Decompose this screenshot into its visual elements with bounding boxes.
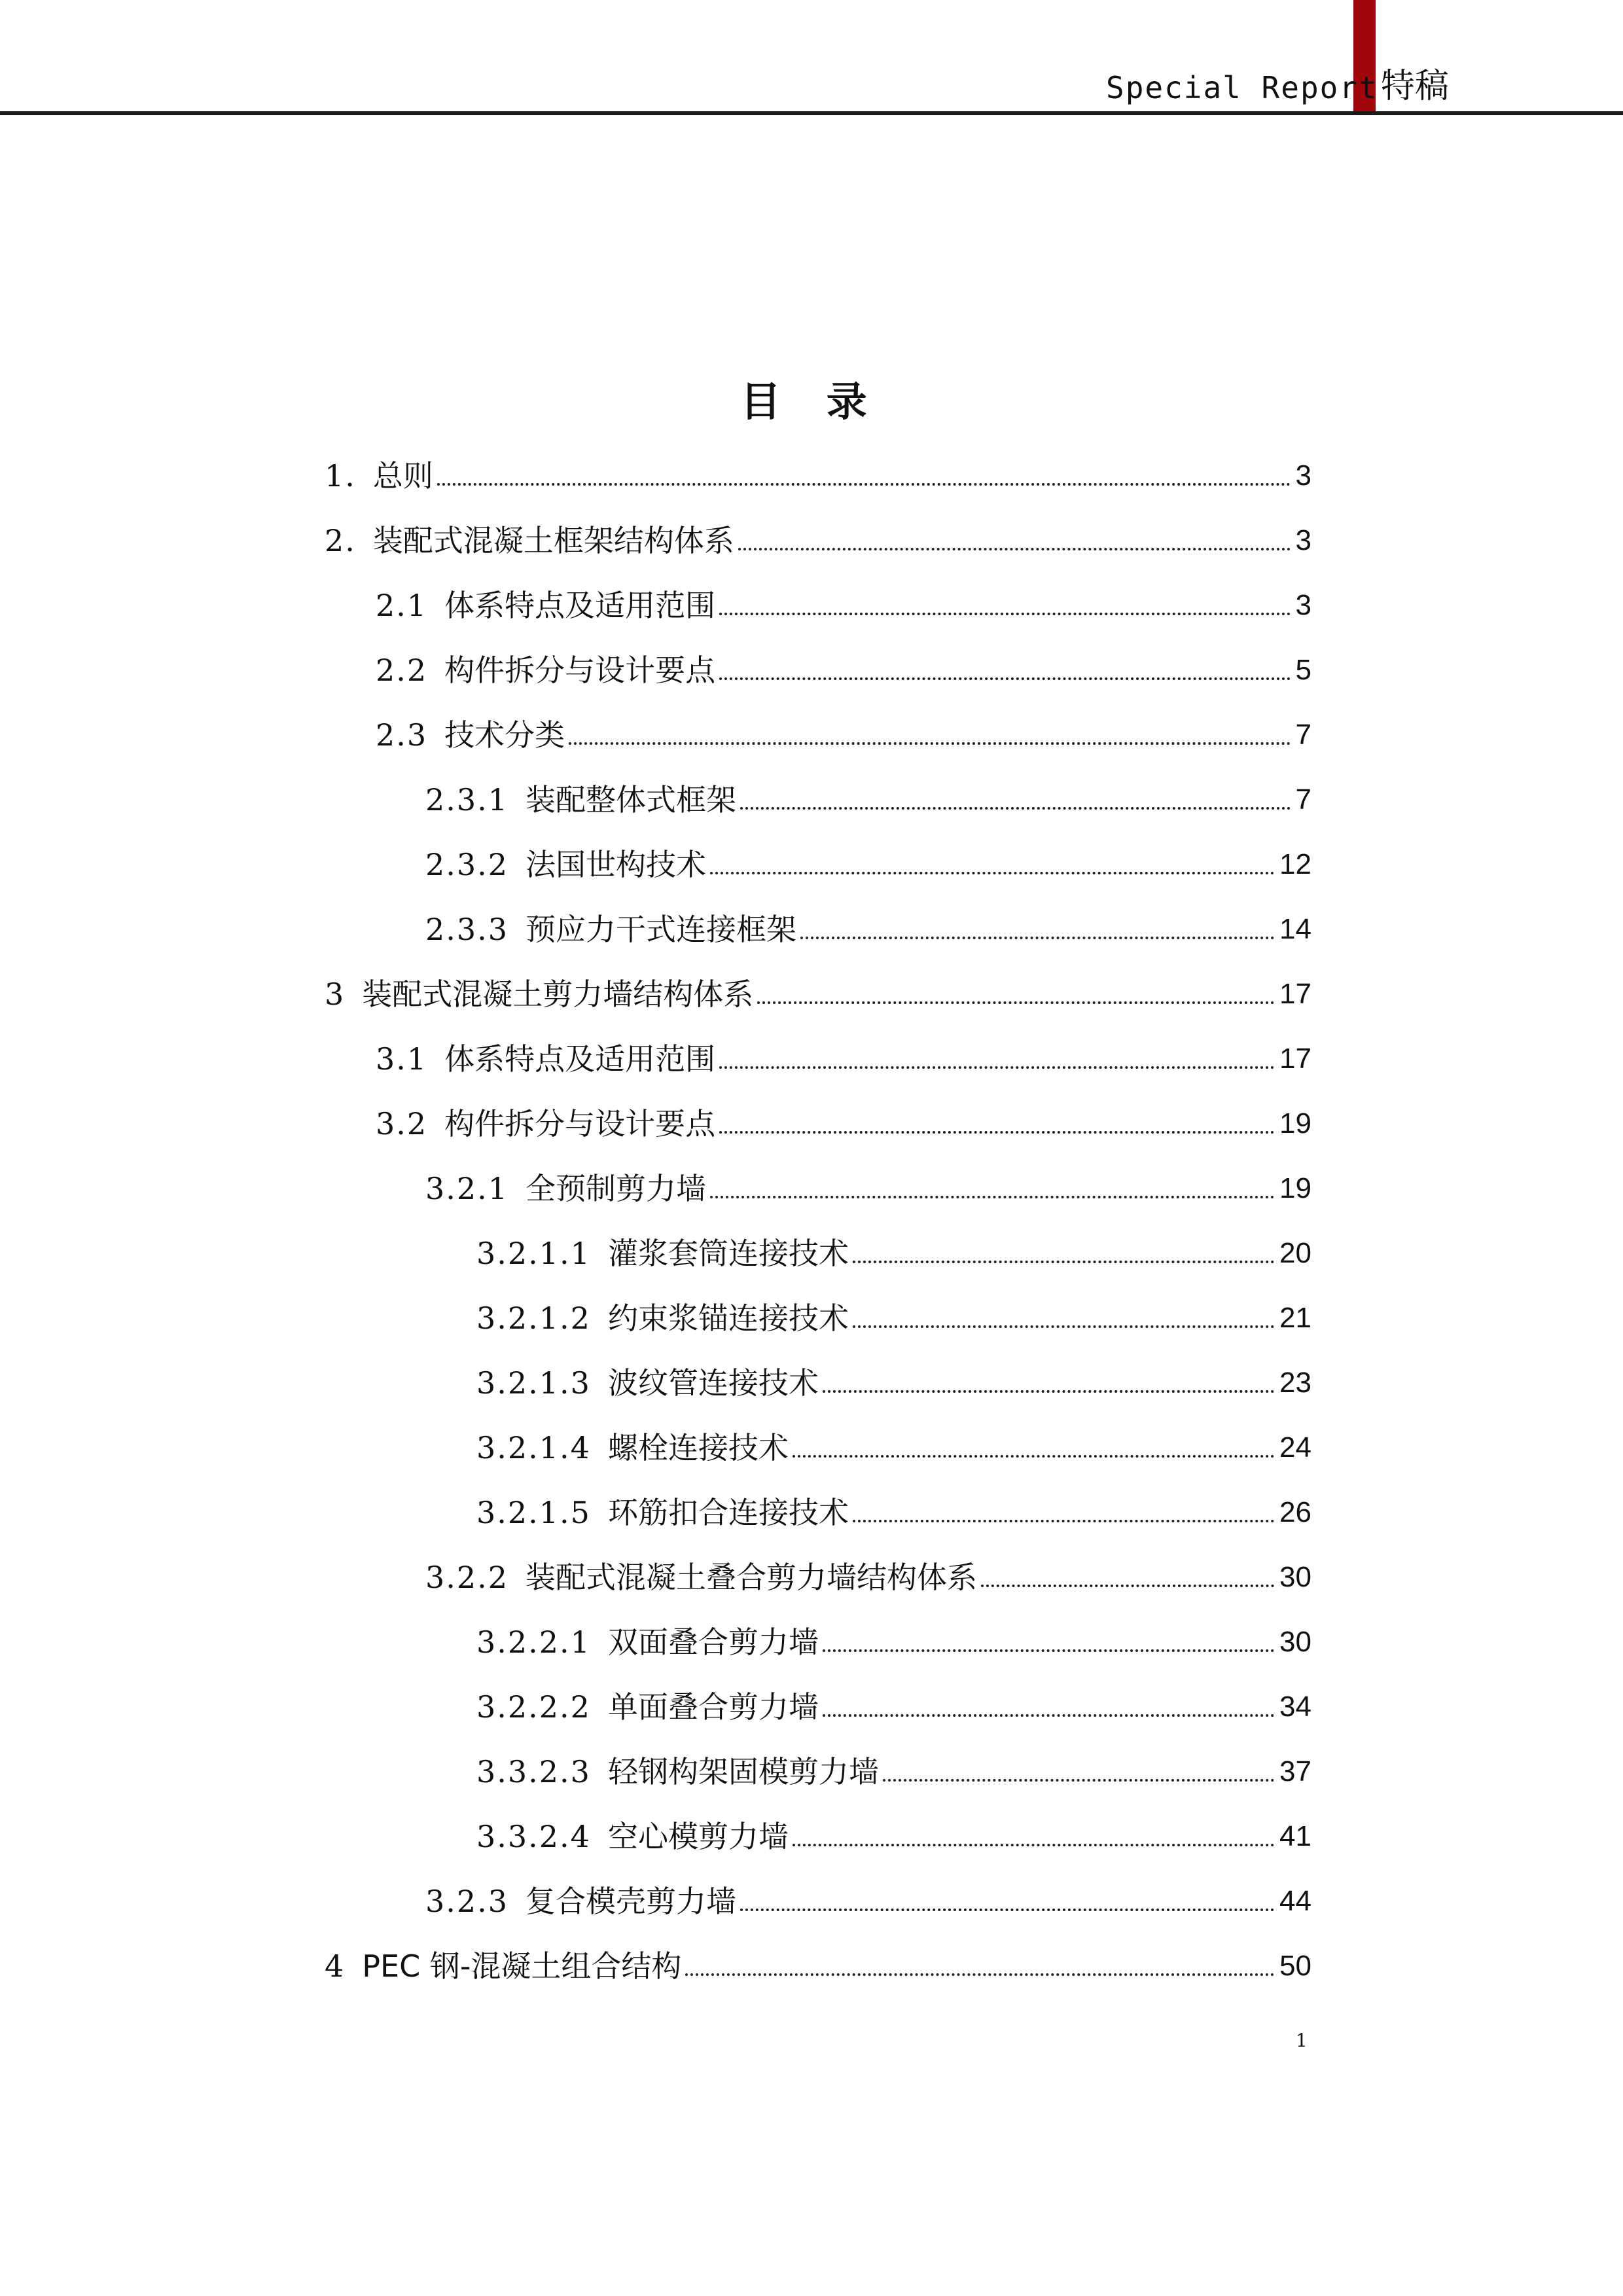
toc-entry-page: 34 <box>1279 1691 1311 1723</box>
toc-leader-dots <box>981 1585 1274 1587</box>
toc-entry[interactable] <box>325 1943 1311 1989</box>
toc-entry-page: 30 <box>1279 1626 1311 1658</box>
toc-entry-title: 轻钢构架固模剪力墙 <box>607 1754 879 1789</box>
toc-entry-title: 总则 <box>372 458 433 493</box>
toc-leader-dots <box>710 872 1274 874</box>
toc-entry-number: 2. <box>325 523 356 558</box>
toc-entry-title: 法国世构技术 <box>526 847 707 882</box>
page-number: 1 <box>1296 2030 1308 2051</box>
toc-entry-title: 双面叠合剪力墙 <box>607 1624 819 1660</box>
toc-leader-dots <box>883 1779 1274 1782</box>
toc-leader-dots <box>437 483 1291 486</box>
toc-entry-title: 环筋扣合连接技术 <box>607 1495 849 1530</box>
toc-entry-page: 3 <box>1295 459 1311 492</box>
toc-entry[interactable] <box>425 906 1311 952</box>
toc-leader-dots <box>823 1714 1274 1717</box>
toc-leader-dots <box>853 1261 1274 1263</box>
toc-entry-title: 单面叠合剪力墙 <box>607 1689 819 1725</box>
toc-entry[interactable] <box>376 647 1311 693</box>
toc-entry-number: 3.1 <box>376 1041 428 1077</box>
toc-entry-page: 50 <box>1279 1950 1311 1982</box>
toc-entry-page: 21 <box>1279 1302 1311 1334</box>
toc-entry-number: 3.2.1.4 <box>476 1430 591 1465</box>
toc-entry[interactable] <box>476 1684 1311 1730</box>
toc-entry-page: 19 <box>1279 1172 1311 1204</box>
toc-entry-page: 7 <box>1295 719 1311 751</box>
toc-entry-page: 20 <box>1279 1237 1311 1269</box>
toc-entry[interactable] <box>476 1619 1311 1665</box>
toc-leader-dots <box>853 1520 1274 1522</box>
toc-entry-title: 全预制剪力墙 <box>526 1171 707 1206</box>
toc-entry-number: 3.2.2.1 <box>476 1624 591 1660</box>
toc-entry-number: 3.3.2.4 <box>476 1819 591 1854</box>
toc-entry[interactable] <box>476 1360 1311 1406</box>
toc-entry-number: 3.2.2.2 <box>476 1689 591 1725</box>
toc-entry-number: 3.2.1.5 <box>476 1495 591 1530</box>
toc-entry[interactable] <box>325 971 1311 1017</box>
toc-entry-number: 3.2.1.2 <box>476 1300 591 1336</box>
toc-leader-dots <box>738 548 1291 550</box>
toc-entry-title: 灌浆套筒连接技术 <box>607 1236 849 1271</box>
toc-entry[interactable] <box>476 1814 1311 1859</box>
toc-entry-page: 14 <box>1279 913 1311 945</box>
toc-entry-title: 装配整体式框架 <box>526 782 737 817</box>
toc-leader-dots <box>685 1973 1274 1976</box>
toc-leader-dots <box>823 1390 1274 1393</box>
toc-entry-page: 19 <box>1279 1107 1311 1139</box>
toc-entry-title: 体系特点及适用范围 <box>444 1041 716 1077</box>
toc-entry[interactable] <box>425 777 1311 823</box>
header-english-label: Special Report <box>1106 70 1378 105</box>
toc-entry-title: 波纹管连接技术 <box>607 1365 819 1401</box>
toc-entry-page: 30 <box>1279 1561 1311 1593</box>
toc-entry-number: 2.3 <box>376 717 428 753</box>
toc-leader-dots <box>710 1196 1274 1198</box>
toc-entry-title: 技术分类 <box>444 717 565 753</box>
toc-entry-page: 24 <box>1279 1431 1311 1463</box>
toc-entry-page: 3 <box>1295 589 1311 621</box>
toc-entry-page: 17 <box>1279 978 1311 1010</box>
toc-entry[interactable] <box>376 1101 1311 1147</box>
toc-entry-number: 3.3.2.3 <box>476 1754 591 1789</box>
toc-entry[interactable] <box>376 1036 1311 1082</box>
toc-entry[interactable] <box>425 1554 1311 1600</box>
toc-entry-number: 3 <box>325 977 346 1012</box>
toc-leader-dots <box>740 807 1290 810</box>
toc-entry-number: 3.2 <box>376 1106 428 1141</box>
header-chinese-label: 特稿 <box>1381 67 1450 106</box>
toc-leader-dots <box>740 1909 1274 1911</box>
toc-entry-number: 2.3.3 <box>425 912 509 947</box>
toc-entry-number: 3.2.1.1 <box>476 1236 591 1271</box>
toc-leader-dots <box>853 1325 1274 1328</box>
toc-entry-title: 预应力干式连接框架 <box>526 912 797 947</box>
toc-entry-number: 3.2.3 <box>425 1884 509 1919</box>
toc-entry[interactable] <box>476 1295 1311 1341</box>
toc-leader-dots <box>719 1131 1274 1134</box>
toc-entry-title: 构件拆分与设计要点 <box>444 1106 716 1141</box>
toc-entry-title: 构件拆分与设计要点 <box>444 653 716 688</box>
toc-entry-title: PEC 钢-混凝土组合结构 <box>362 1948 682 1984</box>
toc-entry[interactable] <box>425 1166 1311 1211</box>
toc-entry[interactable] <box>476 1425 1311 1471</box>
toc-entry-page: 7 <box>1295 783 1311 816</box>
toc-entry[interactable] <box>425 842 1311 888</box>
toc-leader-dots <box>719 1066 1274 1069</box>
toc-entry-title: 空心模剪力墙 <box>607 1819 789 1854</box>
toc-leader-dots <box>719 613 1290 615</box>
toc-entry-number: 2.3.1 <box>425 782 509 817</box>
toc-leader-dots <box>569 742 1290 745</box>
toc-entry[interactable] <box>325 453 1311 499</box>
toc-leader-dots <box>793 1844 1274 1846</box>
toc-entry-page: 41 <box>1279 1820 1311 1852</box>
toc-leader-dots <box>757 1001 1274 1004</box>
toc-entry[interactable] <box>476 1490 1311 1535</box>
toc-entry-title: 装配式混凝土叠合剪力墙结构体系 <box>526 1560 978 1595</box>
toc-entry[interactable] <box>476 1230 1311 1276</box>
toc-entry-number: 2.2 <box>376 653 428 688</box>
toc-entry[interactable] <box>376 712 1311 758</box>
toc-entry[interactable] <box>325 518 1311 564</box>
toc-entry-page: 5 <box>1295 654 1311 686</box>
toc-entry-title: 体系特点及适用范围 <box>444 588 716 623</box>
toc-entry-page: 37 <box>1279 1755 1311 1787</box>
toc-title: 目 录 <box>740 378 883 425</box>
toc-leader-dots <box>793 1455 1274 1458</box>
toc-entry-title: 装配式混凝土框架结构体系 <box>372 523 734 558</box>
toc-entry[interactable] <box>376 583 1311 628</box>
toc-entry-number: 3.2.2 <box>425 1560 509 1595</box>
toc-entry-page: 26 <box>1279 1496 1311 1528</box>
toc-entry-number: 3.2.1 <box>425 1171 509 1206</box>
toc-entry-title: 螺栓连接技术 <box>607 1430 789 1465</box>
toc-entry-page: 17 <box>1279 1043 1311 1075</box>
toc-entry-number: 1. <box>325 458 356 493</box>
toc-entry-page: 23 <box>1279 1367 1311 1399</box>
toc-leader-dots <box>823 1649 1274 1652</box>
toc-entry-page: 44 <box>1279 1885 1311 1917</box>
toc-entry-title: 约束浆锚连接技术 <box>607 1300 849 1336</box>
toc-leader-dots <box>719 677 1290 680</box>
toc-entry-number: 2.3.2 <box>425 847 509 882</box>
toc-entry-title: 复合模壳剪力墙 <box>526 1884 737 1919</box>
toc-entry[interactable] <box>425 1878 1311 1924</box>
toc-leader-dots <box>800 937 1274 939</box>
toc-entry-page: 3 <box>1295 524 1311 556</box>
toc-entry-page: 12 <box>1279 848 1311 880</box>
toc-entry-number: 3.2.1.3 <box>476 1365 591 1401</box>
toc-entry-title: 装配式混凝土剪力墙结构体系 <box>362 977 754 1012</box>
toc-entry-number: 4 <box>325 1948 346 1984</box>
toc-entry-number: 2.1 <box>376 588 428 623</box>
toc-entry[interactable] <box>476 1749 1311 1795</box>
